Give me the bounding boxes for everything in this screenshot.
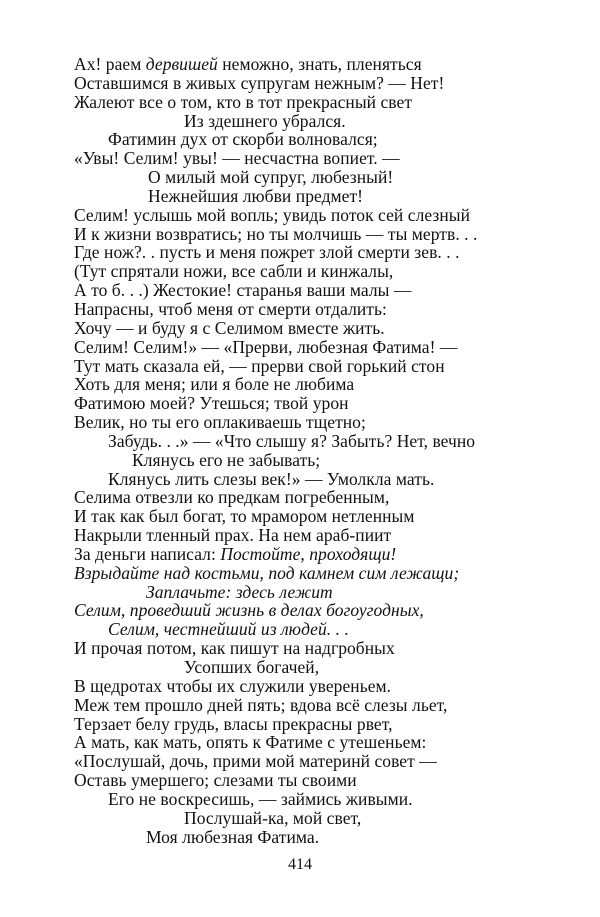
poem-line <box>74 715 544 734</box>
poem-line <box>74 357 544 376</box>
poem-line <box>74 790 544 809</box>
poem-line <box>74 677 544 696</box>
text-segment: Нежнейшия любви предмет! <box>148 185 364 206</box>
text-segment: Напрасны, чтоб меня от смерти отдалить: <box>74 298 387 319</box>
poem-line <box>74 507 544 526</box>
text-segment: Велик, но ты его оплакиваешь тщетно; <box>74 412 366 433</box>
poem-line <box>74 470 544 489</box>
text-segment: Хоть для меня; или я боле не любима <box>74 374 355 395</box>
poem-line <box>74 771 544 790</box>
text-segment: Оставшимся в живых супругам нежным? — Нет! <box>74 72 445 93</box>
text-segment: Оставь умершего; слезами ты своими <box>74 770 357 791</box>
text-segment: Терзает белу грудь, власы прекрасны рвет, <box>74 713 393 734</box>
poem-line <box>74 733 544 752</box>
poem-line <box>74 130 544 149</box>
italic-segment: Постойте, проходящи! <box>220 543 397 564</box>
italic-segment: Селим, честнейший из людей. . . <box>108 619 349 640</box>
text-segment: Селима отвезли ко предкам погребенным, <box>74 487 390 508</box>
text-segment: Клянусь лить слезы век!» — Умолкла мать. <box>108 468 435 489</box>
poem-line <box>74 168 544 187</box>
poem-line <box>74 394 544 413</box>
poem-line <box>74 149 544 168</box>
poem-line <box>74 639 544 658</box>
text-segment: Послушай-ка, мой свет, <box>184 807 362 828</box>
poem-line <box>74 828 544 847</box>
text-segment: И к жизни возвратись; но ты молчишь — ты мертв. . . <box>74 223 478 244</box>
text-segment: За деньги написал: <box>74 543 221 564</box>
poem-line <box>74 74 544 93</box>
italic-segment: дервишей <box>145 54 218 74</box>
text-segment: Забудь. . .» — «Что слышу я? Забыть? Нет, вечно <box>108 430 476 451</box>
poem-line <box>74 338 544 357</box>
poem-line <box>74 809 544 828</box>
text-segment: Хочу — и буду я с Селимом вместе жить. <box>74 317 385 338</box>
poem-line <box>74 375 544 394</box>
text-segment: А то б. . .) Жестокие! старанья ваши малы — <box>74 280 412 301</box>
text-segment: А мать, как мать, опять к Фатиме с утешеньем: <box>74 732 427 753</box>
text-segment: (Тут спрятали ножи, все сабли и кинжалы, <box>74 261 394 282</box>
text-segment: Клянусь его не забывать; <box>132 449 321 470</box>
text-segment: Селим! услышь мой вопль; увидь поток сей слезный <box>74 204 470 225</box>
poem-line <box>74 413 544 432</box>
poem-line <box>74 620 544 639</box>
italic-segment: Селим, проведший жизнь в делах богоугодных, <box>74 600 424 621</box>
poem-line <box>74 319 544 338</box>
text-segment: Жалеют все о том, кто в тот прекрасный свет <box>74 91 413 112</box>
poem-text <box>74 55 544 846</box>
text-segment: Его не воскресишь, — займись живыми. <box>108 788 413 809</box>
text-segment: Моя любезная Фатима. <box>146 826 320 847</box>
text-segment: неможно, знать, пленяться <box>217 54 422 74</box>
poem-line <box>74 545 544 564</box>
poem-line <box>74 752 544 771</box>
italic-segment: Взрыдайте над костьми, под камнем сим лежащи; <box>74 562 460 583</box>
text-segment: И так как был богат, то мрамором нетленным <box>74 506 415 527</box>
poem-line <box>74 281 544 300</box>
poem-line <box>74 300 544 319</box>
poem-line <box>74 432 544 451</box>
text-segment: Фатимою моей? Утешься; твой урон <box>74 393 349 414</box>
poem-line <box>74 112 544 131</box>
text-segment: Где нож?. . пусть и меня пожрет злой смерти зев. . . <box>74 242 460 263</box>
poem-line <box>74 526 544 545</box>
text-segment: В щедротах чтобы их служили увереньем. <box>74 675 392 696</box>
text-segment: И прочая потом, как пишут на надгробных <box>74 638 395 659</box>
text-segment: О милый мой супруг, любезный! <box>148 167 394 188</box>
text-segment: «Послушай, дочь, прими мой материнй совет — <box>74 751 437 772</box>
text-segment: Накрыли тленный прах. На нем араб-пиит <box>74 525 392 546</box>
text-segment: Селим! Селим!» — «Прерви, любезная Фатима! — <box>74 336 458 357</box>
poem-line <box>74 262 544 281</box>
poem-line <box>74 696 544 715</box>
poem-line <box>74 243 544 262</box>
text-segment: Фатимин дух от скорби волновался; <box>108 129 378 150</box>
poem-line <box>74 488 544 507</box>
text-segment: Усопших богачей, <box>184 657 320 677</box>
poem-line <box>74 564 544 583</box>
text-segment: Ах! раем <box>74 54 146 74</box>
poem-line <box>74 225 544 244</box>
poem-line <box>74 93 544 112</box>
poem-line <box>74 601 544 620</box>
text-segment: Из здешнего убрался. <box>184 110 346 131</box>
poem-line <box>74 451 544 470</box>
poem-line <box>74 55 544 74</box>
text-segment: Меж тем прошло дней пять; вдова всё слезы льет, <box>74 694 448 715</box>
page-number: 414 <box>288 856 312 873</box>
poem-line <box>74 583 544 602</box>
poem-line <box>74 206 544 225</box>
poem-line <box>74 658 544 677</box>
text-segment: «Увы! Селим! увы! — несчастна вопиет. — <box>74 148 400 169</box>
italic-segment: Заплачьте: здесь лежит <box>146 581 333 602</box>
poem-line <box>74 187 544 206</box>
text-segment: Тут мать сказала ей, — прерви свой горький стон <box>74 355 445 376</box>
